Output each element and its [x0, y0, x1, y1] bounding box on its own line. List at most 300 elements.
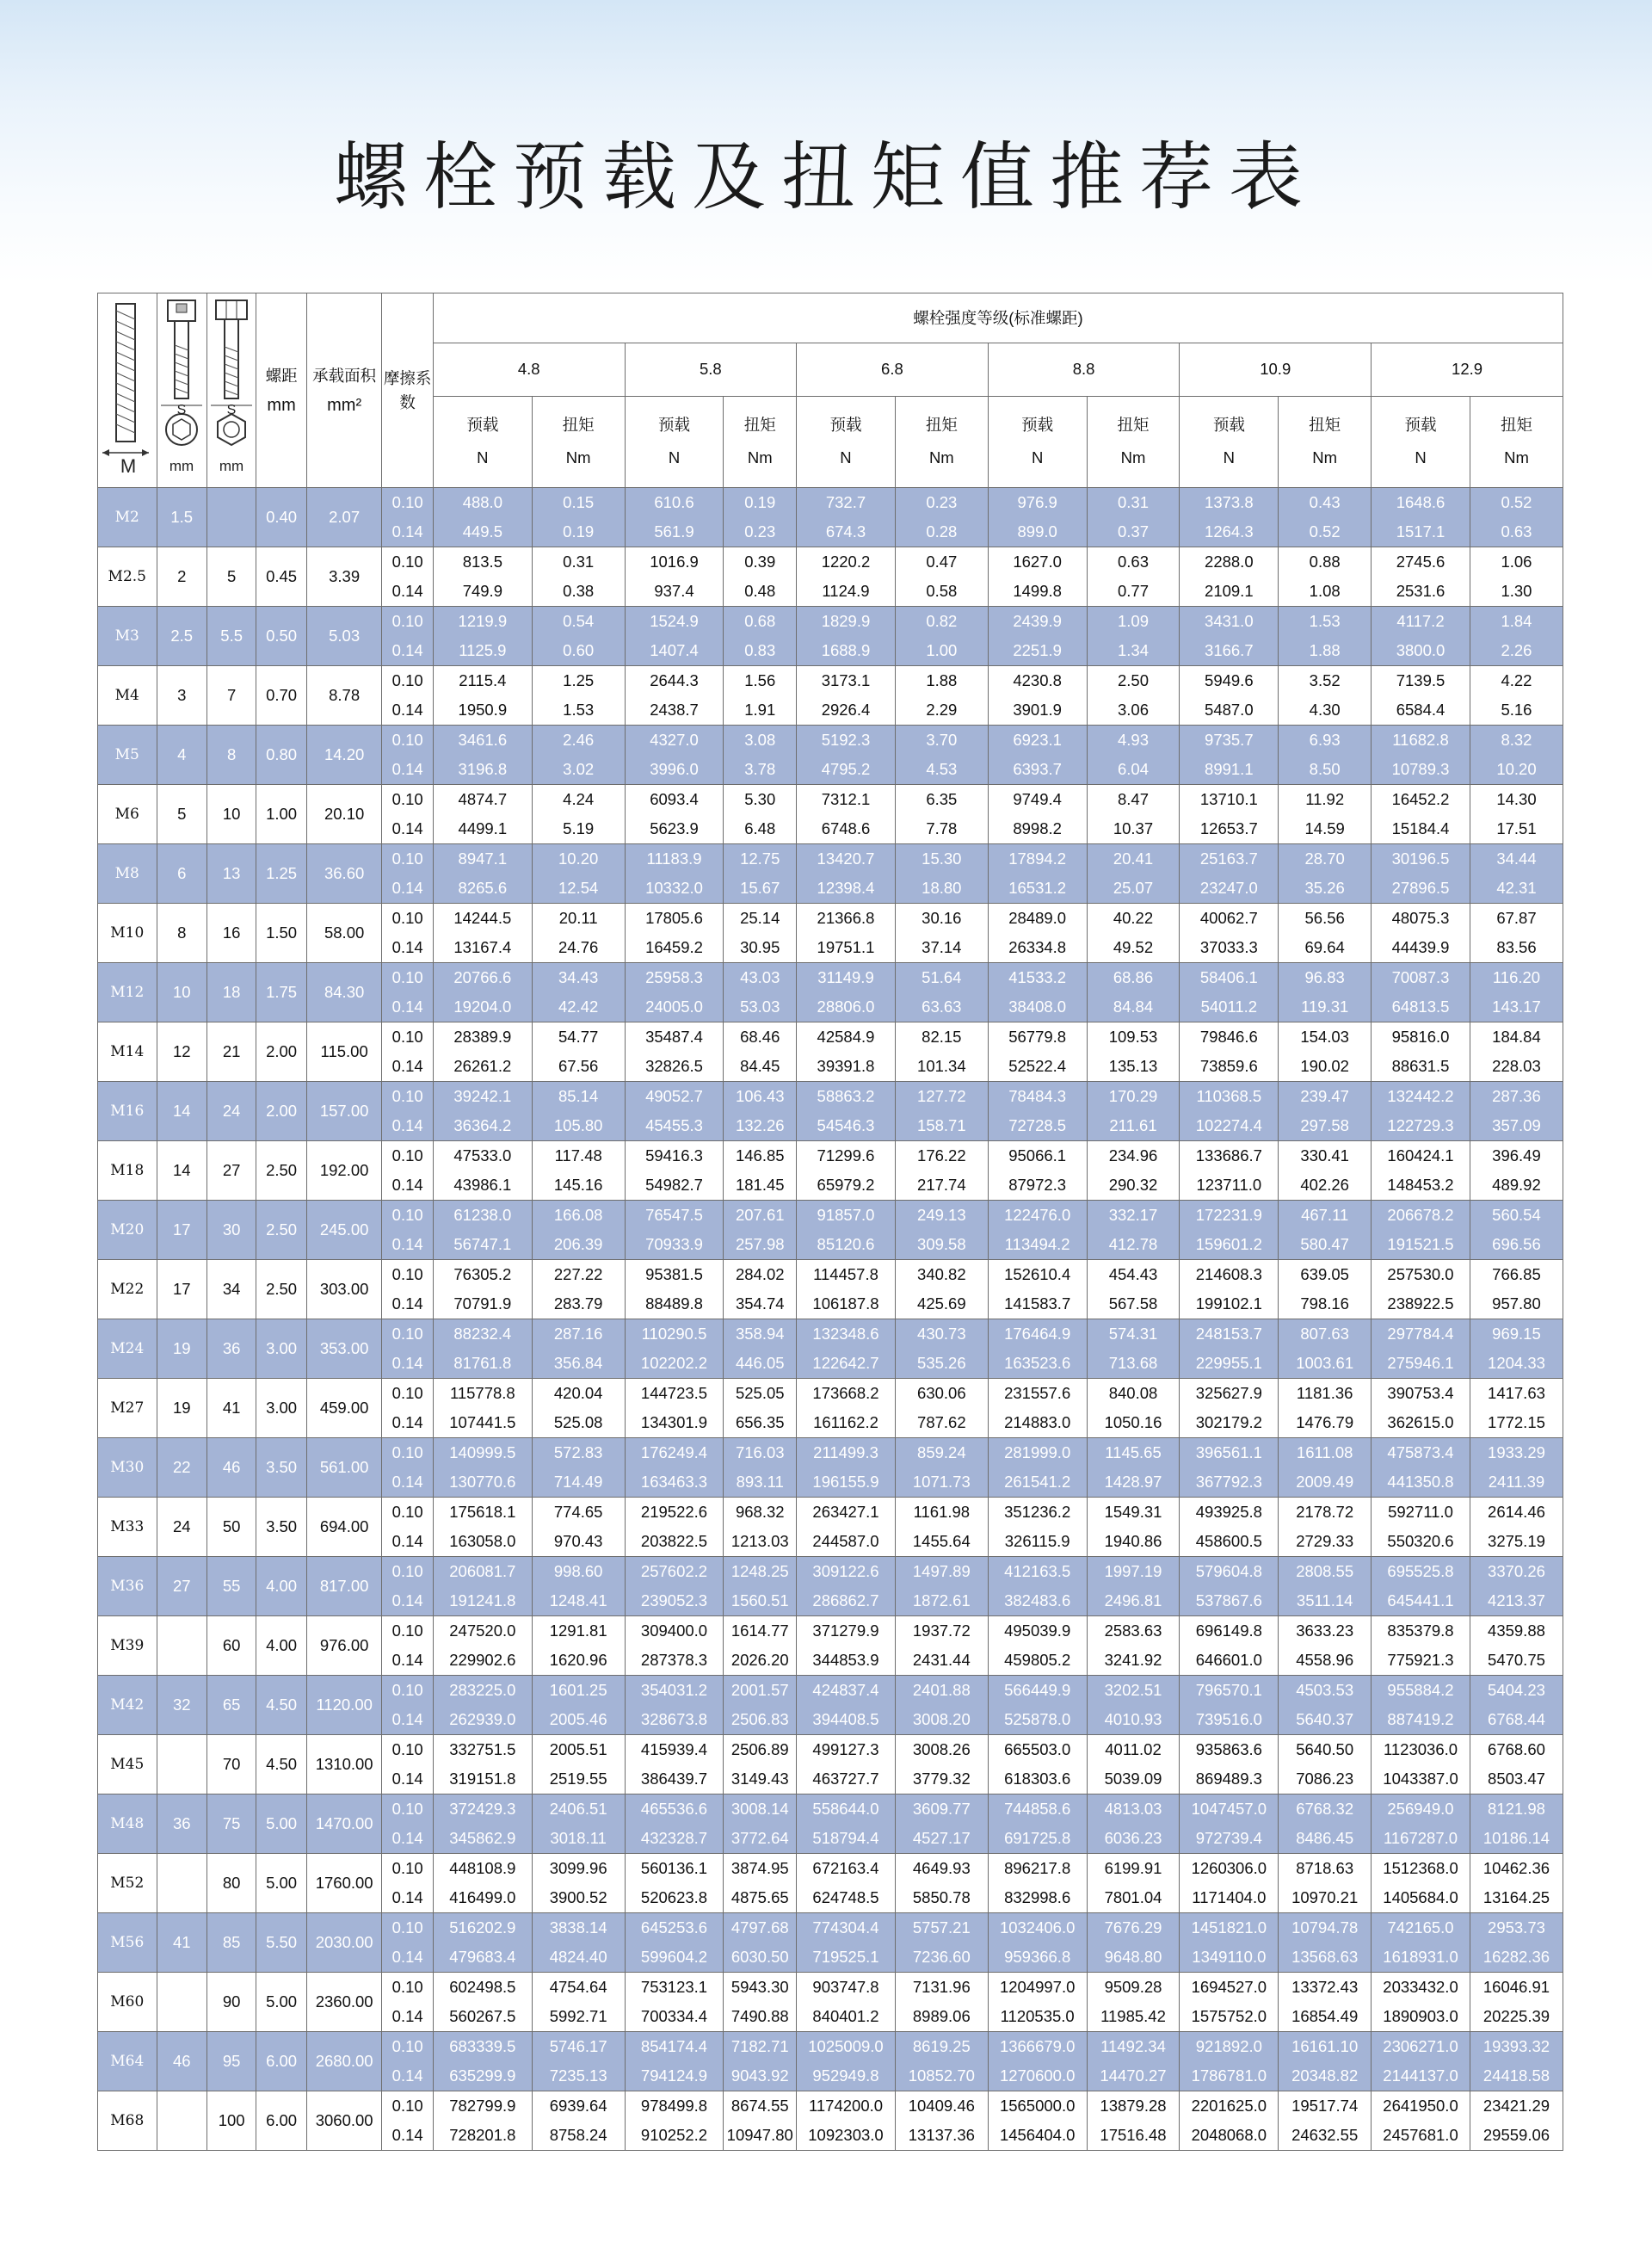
pitch-cell: 5.00 — [256, 1973, 306, 2032]
torque-cell-value: 0.63 — [1501, 522, 1532, 540]
preload-cell-value: 13710.1 — [1199, 790, 1258, 808]
friction-cell-value: 0.14 — [391, 998, 423, 1016]
preload-cell-value: 281999.0 — [1004, 1443, 1071, 1461]
pitch-cell: 3.50 — [256, 1438, 306, 1498]
torque-cell-value: 3.08 — [744, 731, 776, 749]
torque-cell-value: 4797.68 — [730, 1918, 789, 1937]
bolt-size-cell: M56 — [98, 1913, 157, 1973]
torque-cell-value: 0.37 — [1117, 522, 1149, 540]
hex-s-cell: 30 — [206, 1201, 256, 1260]
torque-cell — [1470, 1498, 1563, 1557]
torque-cell — [1087, 1794, 1180, 1854]
preload-cell — [988, 1379, 1087, 1438]
torque-header — [1087, 396, 1180, 487]
preload-cell — [1180, 1438, 1279, 1498]
torque-cell-value: 1560.51 — [730, 1591, 789, 1609]
preload-cell-value: 95381.5 — [645, 1265, 703, 1283]
preload-cell — [625, 904, 724, 963]
bolt-size-cell: M39 — [98, 1616, 157, 1676]
hex-s-cell: 34 — [206, 1260, 256, 1319]
torque-cell — [1279, 1082, 1372, 1141]
preload-cell-value: 362615.0 — [1387, 1413, 1454, 1431]
torque-cell-value: 1.08 — [1309, 582, 1341, 600]
mm-label: mm — [170, 458, 194, 474]
torque-cell-value: 4359.88 — [1488, 1621, 1545, 1640]
table-row — [98, 1676, 1563, 1735]
torque-cell-value: 5943.30 — [730, 1978, 789, 1996]
friction-cell — [382, 547, 433, 607]
torque-cell-value: 1620.96 — [549, 1651, 607, 1669]
friction-cell-value: 0.10 — [391, 671, 423, 689]
preload-cell — [988, 1319, 1087, 1379]
torque-cell — [1470, 1438, 1563, 1498]
area-unit: mm² — [327, 395, 362, 415]
torque-cell-value: 1.06 — [1501, 553, 1532, 571]
preload-cell-value: 10789.3 — [1391, 760, 1450, 778]
torque-cell — [1470, 607, 1563, 666]
table-row — [98, 1973, 1563, 2032]
preload-cell-value: 214608.3 — [1195, 1265, 1262, 1283]
preload-cell-value: 59416.3 — [645, 1146, 703, 1164]
preload-header-label: 预载 — [1212, 416, 1245, 435]
torque-cell-value: 10970.21 — [1291, 1888, 1359, 1906]
preload-cell-value: 8947.1 — [458, 849, 508, 868]
torque-cell-value: 3202.51 — [1104, 1681, 1162, 1699]
preload-cell-value: 163058.0 — [449, 1532, 516, 1550]
torque-cell-value: 227.22 — [553, 1265, 603, 1283]
torque-cell — [1087, 1141, 1180, 1201]
torque-cell — [1470, 488, 1563, 547]
torque-cell — [1279, 1676, 1372, 1735]
preload-cell-value: 9735.7 — [1205, 731, 1254, 749]
torque-cell-value: 20348.82 — [1291, 2066, 1359, 2085]
torque-cell-value: 3.78 — [744, 760, 776, 778]
area-cell: 2030.00 — [306, 1913, 382, 1973]
torque-cell-value: 0.31 — [563, 553, 595, 571]
pitch-cell: 0.45 — [256, 547, 306, 607]
torque-cell-value: 2431.44 — [912, 1651, 971, 1669]
pitch-cell: 2.00 — [256, 1022, 306, 1082]
preload-cell-value: 1016.9 — [650, 553, 699, 571]
friction-cell-value: 0.14 — [391, 522, 423, 540]
socket-s-cell: 17 — [157, 1260, 206, 1319]
preload-cell-value: 2531.6 — [1396, 582, 1446, 600]
torque-cell-value: 68.46 — [740, 1028, 780, 1046]
friction-cell-value: 0.14 — [391, 582, 423, 600]
table-row — [98, 1913, 1563, 1973]
preload-cell-value: 52522.4 — [1008, 1057, 1067, 1075]
preload-cell-value: 107441.5 — [449, 1413, 516, 1431]
preload-cell — [797, 1557, 896, 1616]
preload-cell-value: 54982.7 — [645, 1176, 703, 1194]
friction-cell-value: 0.14 — [391, 1176, 423, 1194]
torque-cell-value: 2506.83 — [730, 1710, 789, 1728]
hex-s-cell: 90 — [206, 1973, 256, 2032]
torque-cell-value: 15.30 — [922, 849, 962, 868]
preload-cell-value: 247520.0 — [449, 1621, 516, 1640]
preload-cell-value: 488.0 — [462, 493, 502, 511]
preload-cell — [433, 1260, 532, 1319]
preload-cell-value: 140999.5 — [449, 1443, 516, 1461]
torque-header-label: 扭矩 — [743, 416, 776, 435]
torque-cell-value: 716.03 — [735, 1443, 785, 1461]
torque-header-unit: Nm — [1312, 448, 1338, 467]
bolt-size-cell: M2 — [98, 488, 157, 547]
preload-cell-value: 3996.0 — [650, 760, 699, 778]
preload-cell — [797, 1201, 896, 1260]
torque-cell-value: 0.52 — [1309, 522, 1341, 540]
torque-cell-value: 1611.08 — [1296, 1443, 1353, 1461]
preload-cell-value: 15184.4 — [1391, 819, 1450, 837]
friction-cell-value: 0.14 — [391, 641, 423, 659]
preload-cell-value: 835379.8 — [1387, 1621, 1454, 1640]
torque-cell — [895, 1498, 988, 1557]
preload-cell-value: 319151.8 — [449, 1770, 516, 1788]
bolt-size-cell: M14 — [98, 1022, 157, 1082]
torque-cell — [895, 1260, 988, 1319]
torque-cell-value: 6.35 — [926, 790, 958, 808]
preload-cell-value: 7139.5 — [1396, 671, 1446, 689]
preload-cell-value: 133686.7 — [1195, 1146, 1262, 1164]
preload-cell-value: 123711.0 — [1196, 1176, 1262, 1194]
preload-cell-value: 1512368.0 — [1383, 1859, 1458, 1877]
torque-cell-value: 358.94 — [735, 1325, 785, 1343]
torque-cell-value: 1181.36 — [1296, 1384, 1353, 1402]
torque-cell — [895, 1557, 988, 1616]
table-row — [98, 607, 1563, 666]
preload-cell-value: 672163.4 — [812, 1859, 879, 1877]
torque-cell-value: 5746.17 — [549, 2037, 607, 2055]
torque-cell — [895, 607, 988, 666]
preload-header-unit: N — [1415, 448, 1427, 467]
preload-cell — [433, 904, 532, 963]
preload-cell-value: 2306271.0 — [1383, 2037, 1458, 2055]
friction-cell — [382, 1854, 433, 1913]
torque-cell-value: 340.82 — [917, 1265, 966, 1283]
preload-cell-value: 796570.1 — [1195, 1681, 1262, 1699]
preload-cell-value: 1627.0 — [1013, 553, 1062, 571]
torque-cell-value: 1772.15 — [1488, 1413, 1545, 1431]
friction-cell-value: 0.14 — [391, 1294, 423, 1313]
area-cell: 5.03 — [306, 607, 382, 666]
preload-cell-value: 11682.8 — [1392, 731, 1449, 749]
pitch-cell: 5.50 — [256, 1913, 306, 1973]
torque-cell-value: 6939.64 — [549, 2097, 607, 2115]
preload-cell-value: 261541.2 — [1004, 1473, 1071, 1491]
torque-cell — [1087, 726, 1180, 785]
torque-cell-value: 6.04 — [1117, 760, 1149, 778]
preload-cell-value: 599604.2 — [640, 1948, 708, 1966]
preload-cell-value: 742165.0 — [1387, 1918, 1454, 1937]
preload-cell-value: 36364.2 — [453, 1116, 512, 1134]
torque-cell-value: 968.32 — [735, 1503, 785, 1521]
torque-cell — [532, 785, 625, 844]
hex-s-cell: 10 — [206, 785, 256, 844]
preload-cell-value: 1043387.0 — [1383, 1770, 1458, 1788]
torque-cell — [1087, 1201, 1180, 1260]
torque-cell — [1470, 1260, 1563, 1319]
socket-s-cell — [157, 1735, 206, 1794]
friction-cell — [382, 1319, 433, 1379]
preload-cell — [797, 1082, 896, 1141]
torque-cell — [1087, 607, 1180, 666]
preload-cell-value: 4327.0 — [650, 731, 699, 749]
preload-cell — [988, 1201, 1087, 1260]
preload-cell-value: 41533.2 — [1008, 968, 1067, 986]
torque-cell-value: 6.93 — [1309, 731, 1341, 749]
preload-cell — [1372, 844, 1470, 904]
torque-cell — [1470, 1082, 1563, 1141]
torque-cell-value: 1614.77 — [730, 1621, 789, 1640]
torque-cell — [1470, 547, 1563, 607]
bolt-size-cell: M18 — [98, 1141, 157, 1201]
preload-cell-value: 921892.0 — [1195, 2037, 1262, 2055]
preload-cell-value: 1124.9 — [822, 582, 870, 600]
torque-cell-value: 14.59 — [1304, 819, 1345, 837]
bolt-size-cell: M48 — [98, 1794, 157, 1854]
torque-cell — [895, 1438, 988, 1498]
preload-cell — [988, 2032, 1087, 2091]
torque-cell-value: 3.06 — [1117, 701, 1149, 719]
torque-cell-value: 6768.32 — [1296, 1800, 1354, 1818]
torque-cell — [1279, 726, 1372, 785]
torque-cell-value: 840.08 — [1108, 1384, 1158, 1402]
area-cell: 115.00 — [306, 1022, 382, 1082]
preload-cell-value: 1174200.0 — [808, 2097, 884, 2115]
torque-cell-value: 4649.93 — [912, 1859, 971, 1877]
preload-cell-value: 1407.4 — [650, 641, 699, 659]
preload-cell-value: 24005.0 — [645, 998, 703, 1016]
preload-cell-value: 525878.0 — [1004, 1710, 1071, 1728]
preload-cell — [988, 1082, 1087, 1141]
friction-cell-value: 0.14 — [391, 2007, 423, 2025]
torque-cell-value: 7235.13 — [549, 2066, 607, 2085]
pitch-cell: 1.50 — [256, 904, 306, 963]
preload-cell — [1372, 1557, 1470, 1616]
torque-cell — [532, 1438, 625, 1498]
table-row — [98, 904, 1563, 963]
torque-cell — [532, 1735, 625, 1794]
friction-cell — [382, 2032, 433, 2091]
preload-cell — [1180, 1082, 1279, 1141]
grade-header: 4.8 — [433, 343, 625, 396]
friction-cell-value: 0.10 — [391, 2037, 423, 2055]
torque-cell — [895, 1022, 988, 1082]
torque-cell-value: 2005.51 — [549, 1740, 607, 1758]
torque-cell — [1087, 2032, 1180, 2091]
preload-cell-value: 479683.4 — [449, 1948, 516, 1966]
torque-cell-value: 2614.46 — [1488, 1503, 1545, 1521]
torque-cell — [532, 1141, 625, 1201]
torque-cell — [895, 726, 988, 785]
preload-cell-value: 1047457.0 — [1191, 1800, 1267, 1818]
preload-cell-value: 95816.0 — [1391, 1028, 1450, 1046]
friction-cell-value: 0.10 — [391, 909, 423, 927]
friction-cell-value: 0.10 — [391, 493, 423, 511]
area-cell: 1310.00 — [306, 1735, 382, 1794]
preload-cell — [797, 785, 896, 844]
torque-cell-value: 639.05 — [1300, 1265, 1349, 1283]
torque-cell — [1279, 785, 1372, 844]
preload-cell-value: 739516.0 — [1195, 1710, 1262, 1728]
torque-cell — [532, 666, 625, 726]
socket-s-cell: 3 — [157, 666, 206, 726]
preload-cell — [797, 2091, 896, 2151]
area-cell: 2680.00 — [306, 2032, 382, 2091]
preload-cell-value: 39391.8 — [817, 1057, 875, 1075]
preload-cell-value: 275946.1 — [1387, 1354, 1454, 1372]
preload-cell — [1372, 1973, 1470, 2032]
torque-cell-value: 4213.37 — [1488, 1591, 1545, 1609]
torque-cell-value: 11985.42 — [1100, 2007, 1166, 2025]
torque-cell-value: 5039.09 — [1104, 1770, 1162, 1788]
preload-cell-value: 175618.1 — [449, 1503, 516, 1521]
preload-cell-value: 1950.9 — [458, 701, 508, 719]
preload-cell-value: 326115.9 — [1004, 1532, 1070, 1550]
torque-cell — [895, 547, 988, 607]
preload-cell-value: 71299.6 — [817, 1146, 875, 1164]
preload-cell-value: 5949.6 — [1205, 671, 1254, 689]
preload-cell — [433, 1082, 532, 1141]
preload-cell-value: 372429.3 — [449, 1800, 516, 1818]
torque-cell — [724, 785, 797, 844]
hex-s-cell: 60 — [206, 1616, 256, 1676]
torque-cell — [1470, 666, 1563, 726]
preload-cell-value: 191241.8 — [449, 1591, 516, 1609]
torque-header-unit: Nm — [1120, 448, 1146, 467]
area-cell: 561.00 — [306, 1438, 382, 1498]
preload-cell-value: 2926.4 — [821, 701, 871, 719]
torque-cell-value: 1.88 — [1309, 641, 1341, 659]
preload-cell — [1180, 904, 1279, 963]
preload-cell — [797, 488, 896, 547]
torque-cell-value: 8619.25 — [912, 2037, 971, 2055]
preload-cell-value: 8998.2 — [1013, 819, 1062, 837]
preload-cell-value: 5192.3 — [821, 731, 871, 749]
torque-cell-value: 467.11 — [1301, 1206, 1349, 1224]
preload-cell-value: 4230.8 — [1013, 671, 1062, 689]
preload-cell-value: 43986.1 — [453, 1176, 512, 1194]
torque-cell-value: 146.85 — [735, 1146, 785, 1164]
preload-cell-value: 1349110.0 — [1192, 1948, 1267, 1966]
torque-cell-value: 82.15 — [922, 1028, 962, 1046]
torque-cell — [532, 904, 625, 963]
preload-cell-value: 813.5 — [462, 553, 502, 571]
torque-cell — [724, 963, 797, 1022]
friction-cell-value: 0.10 — [391, 1384, 423, 1402]
torque-cell — [895, 1379, 988, 1438]
socket-s-cell: 1.5 — [157, 488, 206, 547]
preload-cell — [797, 2032, 896, 2091]
preload-cell — [1180, 1260, 1279, 1319]
table-row — [98, 785, 1563, 844]
preload-cell-value: 1219.9 — [458, 612, 508, 630]
preload-cell-value: 70087.3 — [1391, 968, 1450, 986]
preload-cell-value: 79846.6 — [1199, 1028, 1258, 1046]
torque-cell — [532, 1557, 625, 1616]
preload-cell-value: 332751.5 — [449, 1740, 516, 1758]
friction-cell-value: 0.10 — [391, 1265, 423, 1283]
torque-cell-value: 1050.16 — [1104, 1413, 1162, 1431]
preload-cell-value: 561.9 — [654, 522, 694, 540]
grade-header: 5.8 — [625, 343, 796, 396]
preload-cell-value: 172231.9 — [1195, 1206, 1262, 1224]
area-header — [306, 293, 382, 488]
hex-s-cell: 100 — [206, 2091, 256, 2151]
preload-cell — [1180, 1913, 1279, 1973]
torque-cell-value: 0.77 — [1117, 582, 1149, 600]
preload-cell-value: 286862.7 — [812, 1591, 879, 1609]
torque-cell-value: 0.60 — [563, 641, 595, 659]
preload-cell — [625, 1498, 724, 1557]
torque-cell-value: 330.41 — [1300, 1146, 1349, 1164]
preload-cell — [1180, 1735, 1279, 1794]
preload-cell-value: 8265.6 — [458, 879, 508, 897]
preload-cell-value: 13167.4 — [453, 938, 512, 956]
preload-cell-value: 345862.9 — [449, 1829, 516, 1847]
torque-cell-value: 106.43 — [735, 1087, 785, 1105]
torque-cell — [895, 963, 988, 1022]
table-row — [98, 963, 1563, 1022]
preload-cell-value: 2745.6 — [1396, 553, 1446, 571]
preload-cell-value: 40062.7 — [1199, 909, 1258, 927]
pitch-cell: 0.80 — [256, 726, 306, 785]
torque-header — [724, 396, 797, 487]
preload-cell-value: 1120535.0 — [1000, 2007, 1075, 2025]
preload-cell — [988, 726, 1087, 785]
area-cell: 2.07 — [306, 488, 382, 547]
preload-cell-value: 416499.0 — [449, 1888, 516, 1906]
preload-cell — [1180, 607, 1279, 666]
preload-cell-value: 558644.0 — [812, 1800, 879, 1818]
preload-cell-value: 691725.8 — [1004, 1829, 1071, 1847]
torque-cell-value: 1161.98 — [913, 1503, 971, 1521]
torque-cell — [1279, 1557, 1372, 1616]
bolt-size-cell: M33 — [98, 1498, 157, 1557]
torque-cell-value: 67.87 — [1496, 909, 1537, 927]
preload-cell-value: 44439.9 — [1391, 938, 1450, 956]
torque-cell-value: 10.37 — [1113, 819, 1154, 837]
torque-cell — [895, 1616, 988, 1676]
preload-cell-value: 899.0 — [1017, 522, 1057, 540]
torque-cell-value: 2.50 — [1117, 671, 1149, 689]
preload-cell-value: 972739.4 — [1195, 1829, 1262, 1847]
torque-cell-value: 2583.63 — [1104, 1621, 1162, 1640]
preload-cell — [433, 1498, 532, 1557]
preload-cell-value: 214883.0 — [1004, 1413, 1071, 1431]
hex-s-cell: 24 — [206, 1082, 256, 1141]
preload-header — [797, 396, 896, 487]
preload-cell-value: 1499.8 — [1013, 582, 1062, 600]
area-cell: 84.30 — [306, 963, 382, 1022]
torque-cell-value: 807.63 — [1300, 1325, 1349, 1343]
preload-cell-value: 122642.7 — [812, 1354, 879, 1372]
preload-cell-value: 719525.1 — [812, 1948, 879, 1966]
preload-cell-value: 26261.2 — [453, 1057, 512, 1075]
preload-cell-value: 134301.9 — [640, 1413, 708, 1431]
torque-cell-value: 9043.92 — [730, 2066, 789, 2085]
torque-cell — [724, 1260, 797, 1319]
preload-cell — [797, 844, 896, 904]
torque-cell-value: 3609.77 — [912, 1800, 971, 1818]
preload-cell-value: 1524.9 — [650, 612, 699, 630]
torque-cell-value: 0.82 — [926, 612, 958, 630]
preload-cell — [988, 1022, 1087, 1082]
hex-s-cell: 55 — [206, 1557, 256, 1616]
torque-cell-value: 10.20 — [558, 849, 599, 868]
preload-cell — [988, 1141, 1087, 1201]
torque-cell — [1470, 1616, 1563, 1676]
